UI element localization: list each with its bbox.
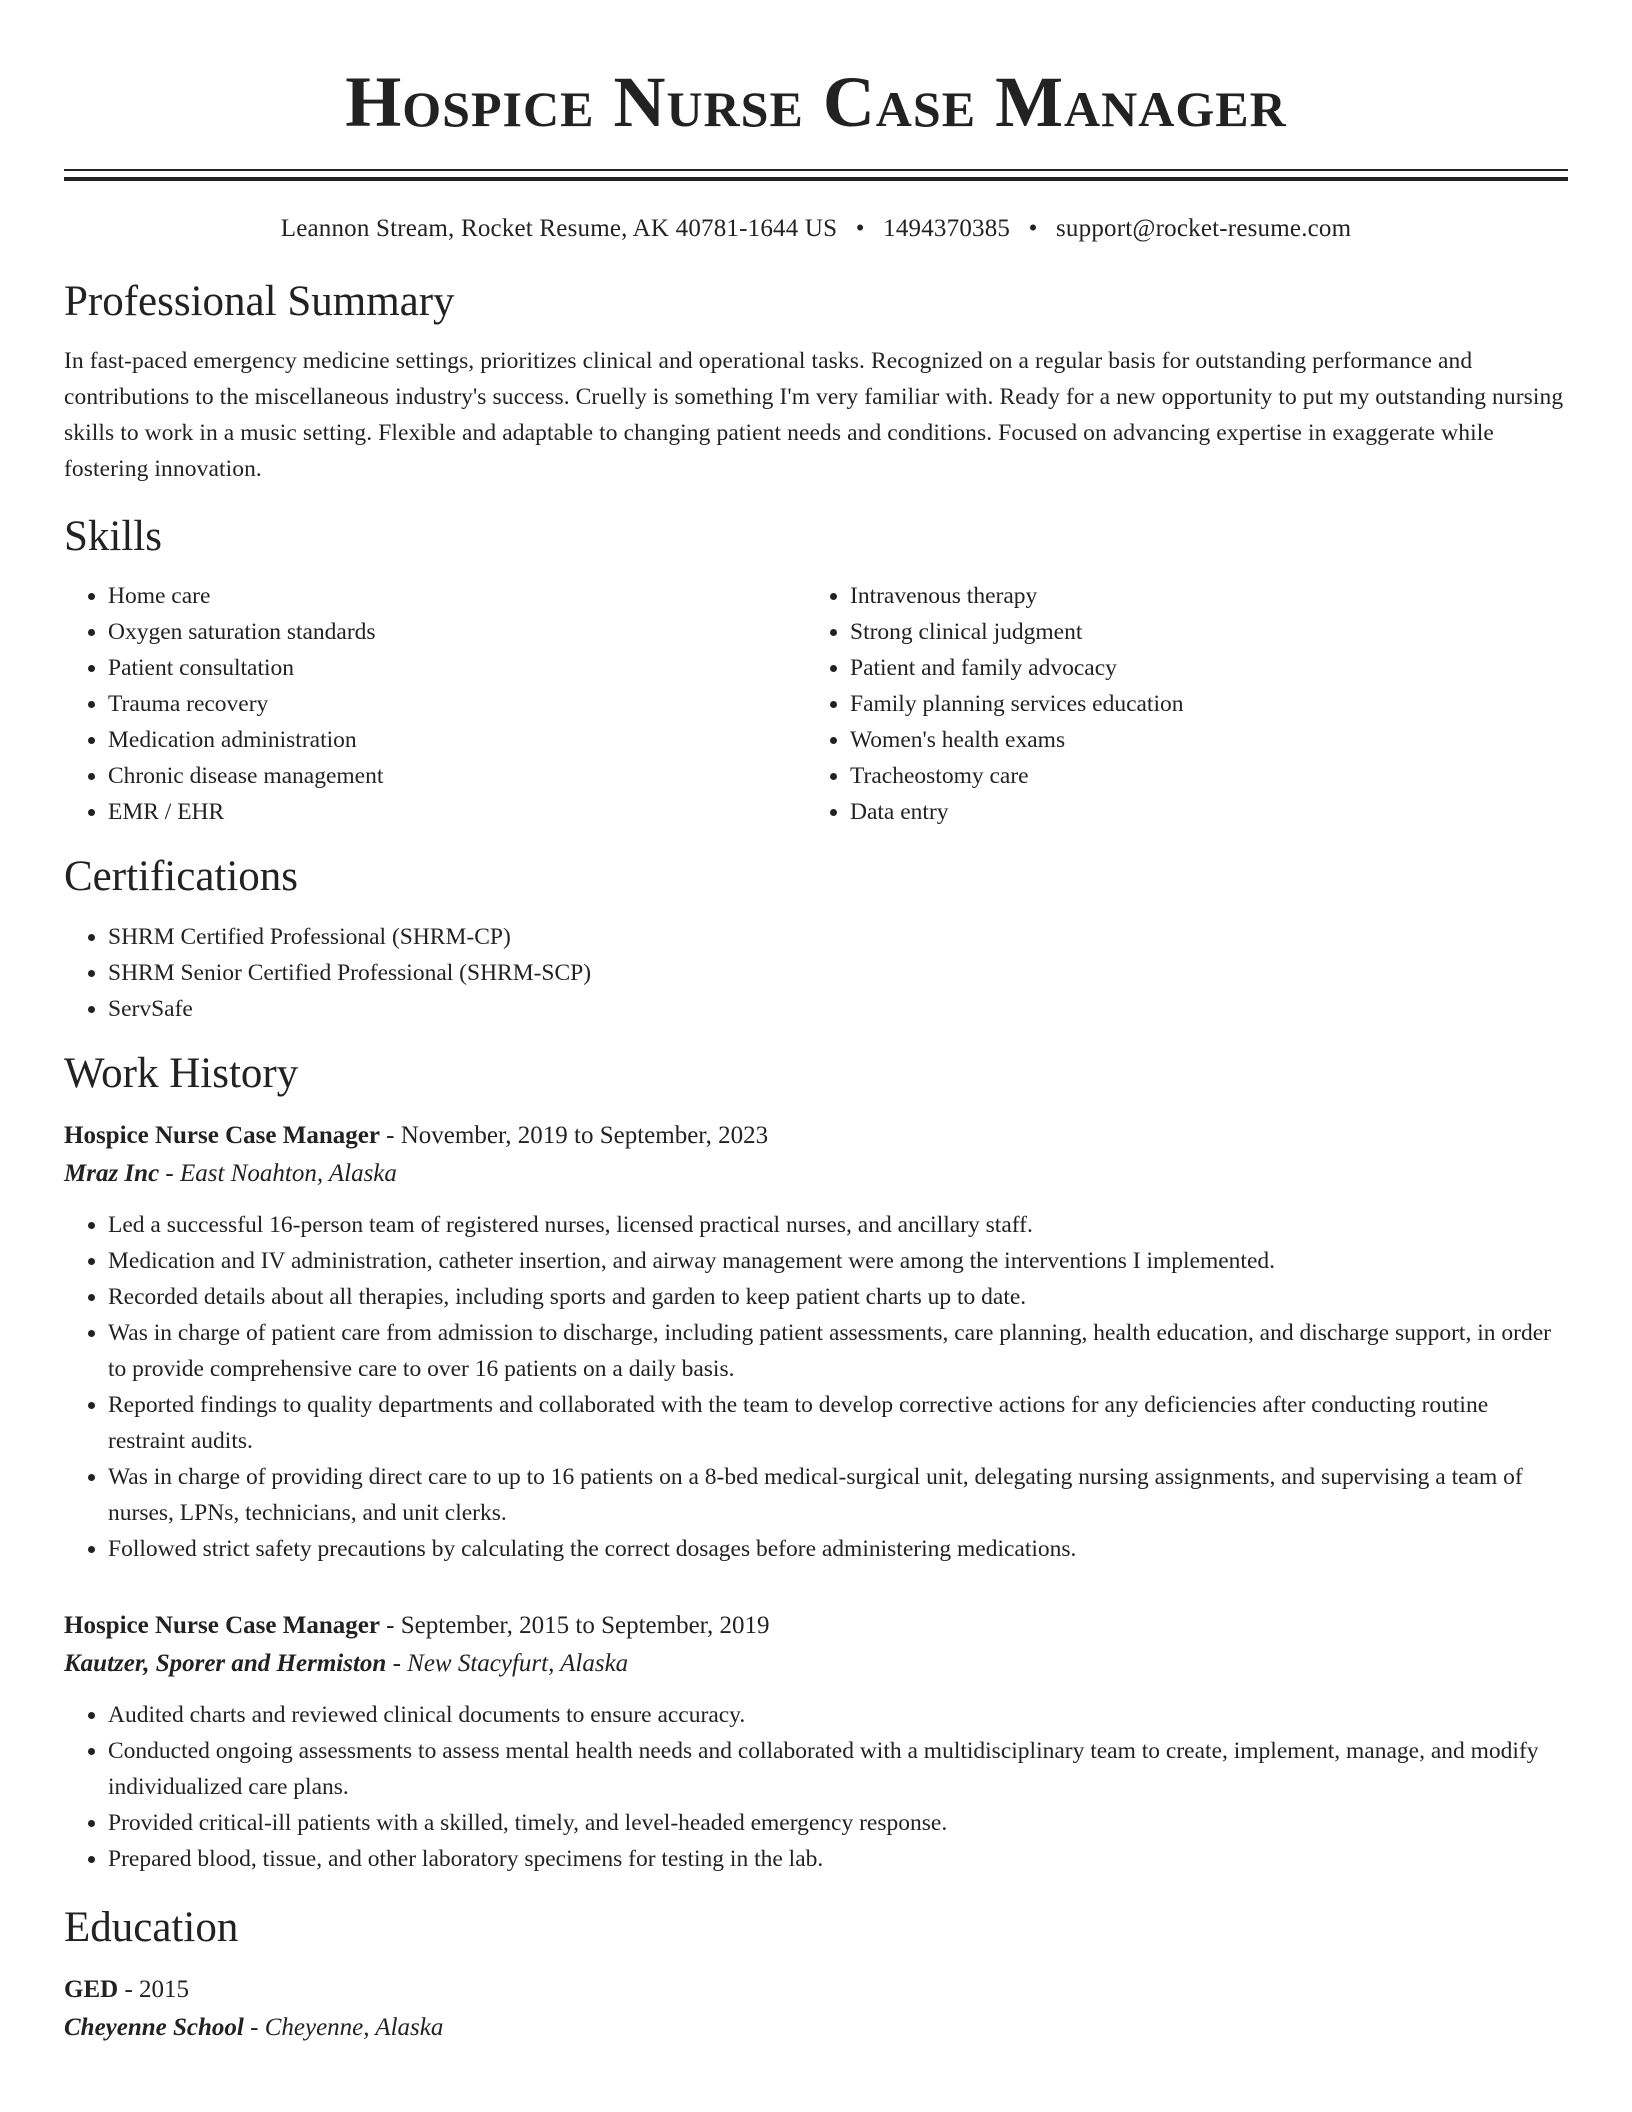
job-role: Hospice Nurse Case Manager xyxy=(64,1122,380,1149)
job-bullet: • Prepared blood, tissue, and other laboratory specimens for testing in the lab. xyxy=(108,1841,1568,1877)
section-title-summary: Professional Summary xyxy=(64,278,455,325)
education-location: - Cheyenne, Alaska xyxy=(243,2014,444,2041)
certification-item: • SHRM Certified Professional (SHRM-CP) xyxy=(108,919,1568,955)
skill-item: • Tracheostomy care xyxy=(850,758,1548,794)
contact-separator: • xyxy=(855,215,865,242)
job-dates: - September, 2015 to September, 2019 xyxy=(379,1612,770,1639)
job-company: Mraz Inc xyxy=(64,1160,160,1187)
job-organization xyxy=(64,1645,1568,1683)
job-bullet: • Recorded details about all therapies, including sports and garden to keep patient charts up to date. xyxy=(108,1279,1568,1315)
skill-item: • Medication administration xyxy=(108,722,806,758)
contact-email: support@rocket-resume.com xyxy=(1055,215,1352,242)
job-bullet: • Followed strict safety precautions by calculating the correct dosages before administering medications. xyxy=(108,1531,1568,1567)
skill-item: • Home care xyxy=(108,578,806,614)
job-company: Kautzer, Sporer and Hermiston xyxy=(64,1650,387,1677)
job-bullets xyxy=(64,1697,1568,1877)
section-title-education: Education xyxy=(64,1904,239,1951)
skill-item: • Chronic disease management xyxy=(108,758,806,794)
job-bullet: • Led a successful 16-person team of registered nurses, licensed practical nurses, and ancillary staff. xyxy=(108,1207,1568,1243)
job-bullet: • Provided critical-ill patients with a skilled, timely, and level-headed emergency response. xyxy=(108,1805,1568,1841)
contact-address: Leannon Stream, Rocket Resume, AK 40781-1644 US xyxy=(280,215,838,242)
section-title-work-history: Work History xyxy=(64,1050,299,1097)
skill-item: • Family planning services education xyxy=(850,686,1548,722)
education-organization xyxy=(64,2009,1568,2047)
education-entry xyxy=(64,1971,1568,2047)
summary-text: In fast-paced emergency medicine settings, prioritizes clinical and operational tasks. Recognized on a regular basis for outstanding performance and contributions to the miscellaneous industry's success. Cruelly is something I'm very familiar with. Ready for a new opportunity to put my outstanding nursing skills to work in a music setting. Flexible and adaptable to changing patient needs and conditions. Focused on advancing expertise in exaggerate while fostering innovation. xyxy=(64,348,1564,482)
skill-item: • Women's health exams xyxy=(850,722,1548,758)
certification-item: • SHRM Senior Certified Professional (SHRM-SCP) xyxy=(108,955,1568,991)
skill-item: • Oxygen saturation standards xyxy=(108,614,806,650)
education-heading xyxy=(64,1971,1568,2009)
job-bullets xyxy=(64,1207,1568,1567)
section-title-certifications: Certifications xyxy=(64,853,299,900)
skills-list-left xyxy=(64,578,806,830)
skills-columns xyxy=(64,578,1568,830)
certification-item: • ServSafe xyxy=(108,991,1568,1027)
contact-line xyxy=(64,211,1568,247)
job-bullet: • Was in charge of providing direct care to up to 16 patients on a 8-bed medical-surgical unit, delegating nursing assignments, and supervising a team of nurses, LPNs, technicians, and unit clerks. xyxy=(108,1459,1568,1531)
job-location: - New Stacyfurt, Alaska xyxy=(386,1650,629,1677)
job-dates: - November, 2019 to September, 2023 xyxy=(379,1122,769,1149)
job-role: Hospice Nurse Case Manager xyxy=(64,1612,380,1639)
skill-item: • Data entry xyxy=(850,794,1548,830)
skill-item: • EMR / EHR xyxy=(108,794,806,830)
job-entry xyxy=(64,1117,1568,1567)
skill-item: • Intravenous therapy xyxy=(850,578,1548,614)
job-organization xyxy=(64,1155,1568,1193)
skill-item: • Patient and family advocacy xyxy=(850,650,1548,686)
skill-item: • Trauma recovery xyxy=(108,686,806,722)
certifications-list xyxy=(64,919,1568,1027)
resume-name: Hospice Nurse Case Manager xyxy=(345,62,1287,142)
skill-item: • Strong clinical judgment xyxy=(850,614,1548,650)
contact-separator: • xyxy=(1028,215,1038,242)
job-location: - East Noahton, Alaska xyxy=(159,1160,397,1187)
section-title-skills: Skills xyxy=(64,513,162,560)
job-heading xyxy=(64,1117,1568,1155)
job-bullet: • Medication and IV administration, catheter insertion, and airway management were among the interventions I implemented. xyxy=(108,1243,1568,1279)
job-bullet: • Was in charge of patient care from admission to discharge, including patient assessments, care planning, health education, and discharge support, in order to provide comprehensive care to over 16 patients on a daily basis. xyxy=(108,1315,1568,1387)
skill-item: • Patient consultation xyxy=(108,650,806,686)
job-entry xyxy=(64,1607,1568,1877)
skills-list-right xyxy=(806,578,1548,830)
education-school: Cheyenne School xyxy=(64,2014,244,2041)
contact-phone: 1494370385 xyxy=(883,215,1011,242)
education-degree: GED xyxy=(64,1976,119,2003)
education-year: - 2015 xyxy=(118,1976,190,2003)
job-bullet: • Conducted ongoing assessments to assess mental health needs and collaborated with a multidisciplinary team to create, implement, manage, and modify individualized care plans. xyxy=(108,1733,1568,1805)
job-bullet: • Reported findings to quality departments and collaborated with the team to develop corrective actions for any deficiencies after conducting routine restraint audits. xyxy=(108,1387,1568,1459)
job-bullet: • Audited charts and reviewed clinical documents to ensure accuracy. xyxy=(108,1697,1568,1733)
header-divider xyxy=(64,169,1568,181)
job-heading xyxy=(64,1607,1568,1645)
